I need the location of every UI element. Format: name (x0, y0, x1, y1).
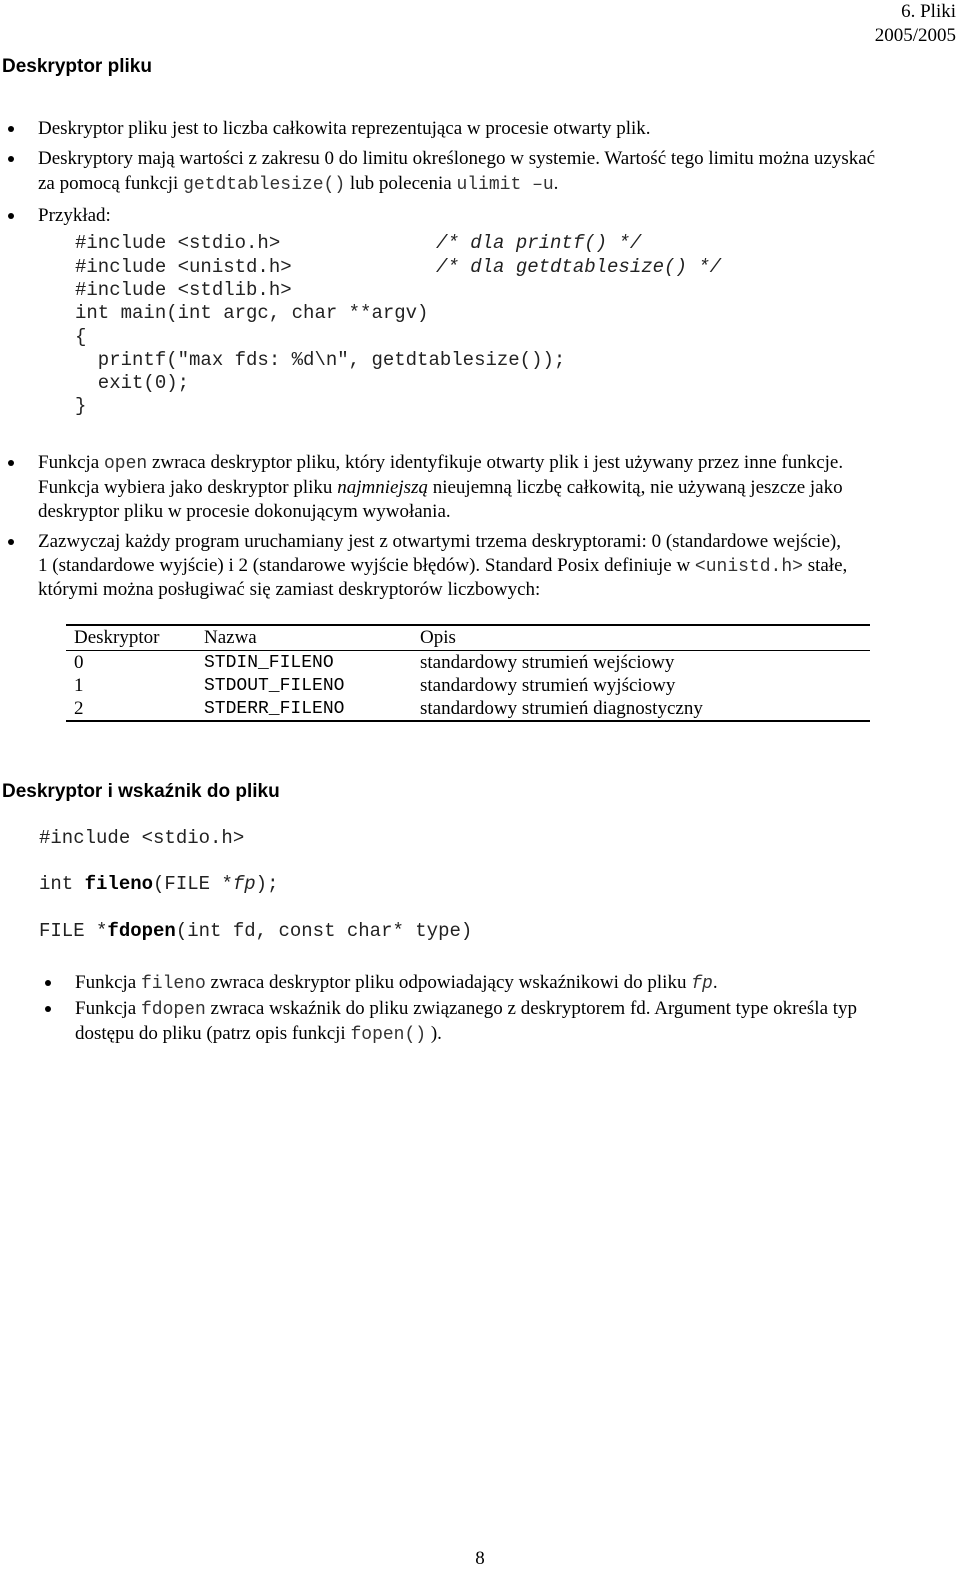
table-cell: standardowy strumień wejściowy (420, 651, 675, 673)
bullet-text (75, 997, 857, 1022)
bullet-icon (45, 980, 51, 986)
bullet-icon (8, 539, 14, 545)
bullet-icon (8, 213, 14, 219)
code-comment: /* dla getdtablesize() */ (436, 256, 722, 278)
table-cell: STDERR_FILENO (196, 697, 412, 721)
text-run: Funkcja (75, 998, 141, 1019)
bullet-text: Przykład: (38, 205, 111, 226)
column-header: Opis (412, 625, 870, 651)
page-header (875, 0, 956, 48)
text-run: za pomocą funkcji (38, 173, 184, 194)
code-fdopen: fdopen (140, 1000, 206, 1020)
code-text: (int fd, const char* type) (175, 920, 473, 942)
fdopen-prototype (39, 920, 472, 943)
descriptor-table (66, 624, 870, 722)
chapter-label: 6. Pliki (901, 1, 956, 22)
code-text: int (39, 873, 85, 895)
function-name-fileno: fileno (84, 873, 154, 895)
code-text: #include <stdio.h> (75, 232, 281, 254)
text-run: . (553, 173, 559, 194)
section-title-descriptor: Deskryptor pliku (2, 56, 152, 77)
code-fp: fp (691, 974, 713, 994)
code-text: (FILE * (153, 873, 233, 895)
table-cell: STDIN_FILENO (204, 652, 334, 673)
table-cell: 2 (66, 697, 196, 721)
table-row (66, 651, 870, 675)
page-number: 8 (475, 1548, 485, 1569)
text-run: Funkcja (75, 972, 141, 993)
column-header: Nazwa (196, 625, 412, 651)
bullet-icon (8, 156, 14, 162)
section-title-descriptor-and-pointer: Deskryptor i wskaźnik do pliku (2, 781, 280, 802)
table-row (66, 697, 870, 721)
table-cell: standardowy strumień wyjściowy (420, 674, 676, 696)
code-fopen: fopen() (350, 1025, 427, 1045)
bullet-text-continued (38, 554, 847, 579)
table-cell: standardowy strumień diagnostyczny (412, 697, 870, 721)
table-row (66, 674, 870, 697)
code-open: open (103, 454, 148, 474)
code-text: ); (255, 873, 279, 895)
table-cell: 0 (74, 651, 84, 673)
bullet-text-continued: deskryptor pliku w procesie dokonującym wywołania. (38, 501, 451, 522)
bullet-icon (8, 460, 14, 466)
column-header: Deskryptor (66, 625, 196, 651)
bullet-icon (45, 1006, 51, 1012)
code-text: #include <unistd.h> (75, 256, 292, 278)
emphasis-smallest: najmniejszą (337, 477, 428, 498)
bullet-text-continued (38, 172, 558, 197)
bullet-text (75, 971, 718, 996)
code-line (75, 256, 292, 279)
code-text: FILE * (39, 920, 108, 942)
text-run: zwraca deskryptor pliku odpowiadający wskaźnikowi do pliku (205, 972, 692, 993)
text-run: ). (426, 1023, 442, 1044)
table-cell: 1 (74, 674, 84, 696)
text-run: nieujemną liczbę całkowitą, nie używaną jeszcze jako (427, 477, 843, 498)
bullet-text: Zazwyczaj każdy program uruchamiany jest z otwartymi trzema deskryptorami: 0 (standardowe wejście), (38, 531, 841, 552)
fileno-prototype (39, 873, 278, 896)
year-label: 2005/2005 (874, 25, 956, 46)
bullet-text-continued (75, 1022, 442, 1047)
code-fileno: fileno (140, 974, 206, 994)
text-run: zwraca wskaźnik do pliku związanego z deskryptorem fd. Argument type określa typ (205, 998, 858, 1019)
bullet-text-continued (38, 476, 843, 500)
table-header-row (66, 625, 870, 651)
code-getdtablesize: getdtablesize() (183, 175, 346, 195)
code-line: int main(int argc, char **argv) (75, 302, 429, 324)
code-arg: fp (232, 873, 256, 895)
text-run: 1 (standardowe wyjście) i 2 (standarowe wyjście błędów). Standard Posix definiuje w (38, 555, 695, 576)
code-line (75, 232, 280, 255)
code-line: printf("max fds: %d\n", getdtablesize()); (75, 349, 566, 371)
code-line: { (75, 326, 87, 348)
text-run: Funkcja wybiera jako deskryptor pliku (38, 477, 338, 498)
text-run: lub polecenia (345, 173, 457, 194)
code-ulimit: ulimit –u (456, 175, 554, 195)
function-name-fdopen: fdopen (107, 920, 176, 942)
bullet-text: Deskryptory mają wartości z zakresu 0 do limitu określonego w systemie. Wartość tego limitu można uzyskać (38, 148, 876, 169)
text-run: . (712, 972, 718, 993)
code-line: exit(0); (75, 372, 190, 394)
table-cell: STDOUT_FILENO (204, 675, 345, 696)
text-run: zwraca deskryptor pliku, który identyfikuje otwarty plik i jest używany przez inne funkcje. (147, 452, 844, 473)
code-comment: /* dla printf() */ (436, 232, 642, 254)
text-run: Funkcja (38, 452, 104, 473)
bullet-text: Deskryptor pliku jest to liczba całkowita reprezentująca w procesie otwarty plik. (38, 118, 651, 139)
text-run: stałe, (802, 555, 848, 576)
code-unistd: <unistd.h> (694, 557, 803, 577)
code-line: #include <stdlib.h> (75, 279, 292, 301)
bullet-text-continued: którymi można posługiwać się zamiast deskryptorów liczbowych: (38, 579, 541, 600)
code-line: } (75, 395, 87, 417)
bullet-icon (8, 126, 14, 132)
text-run: dostępu do pliku (patrz opis funkcji (75, 1023, 351, 1044)
bullet-text (38, 451, 843, 476)
include-line: #include <stdio.h> (39, 827, 245, 849)
